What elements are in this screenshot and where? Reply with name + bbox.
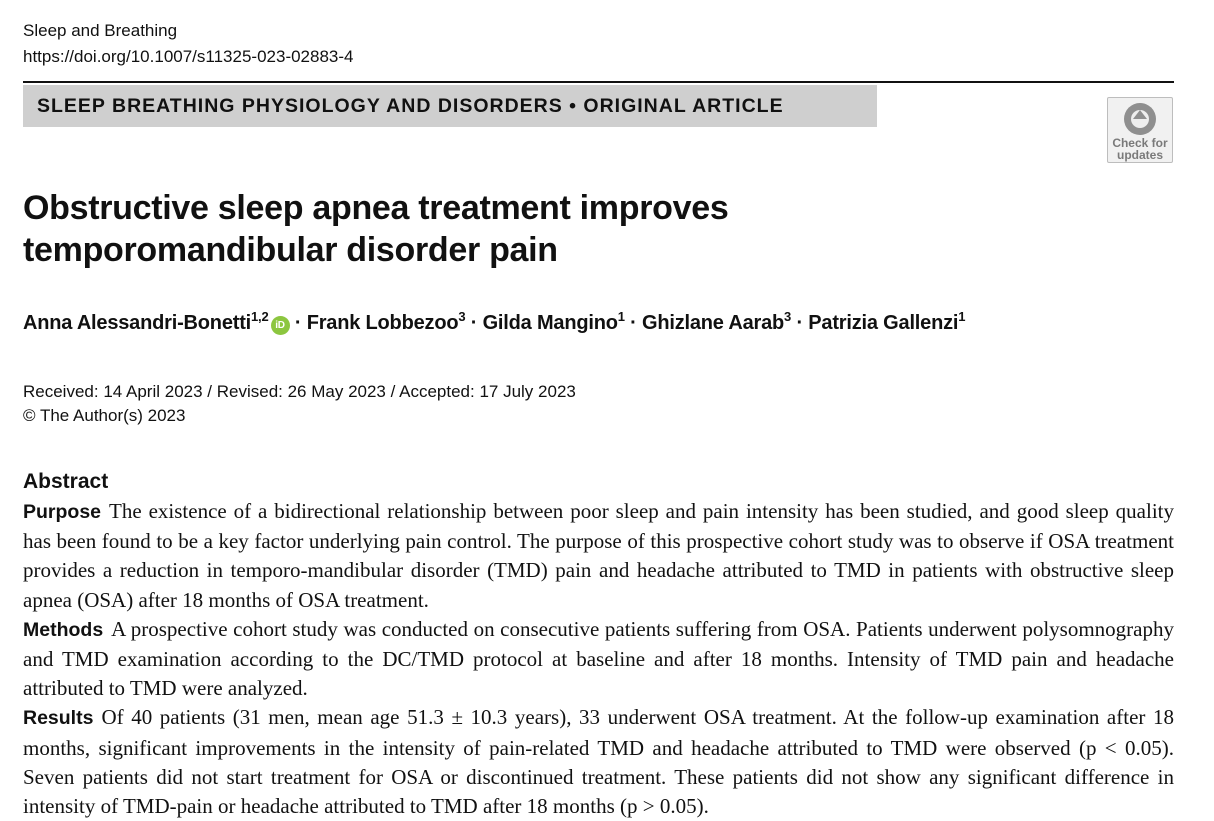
doi-link[interactable]: https://doi.org/10.1007/s11325-023-02883-4 <box>23 47 354 66</box>
methods-text: A prospective cohort study was conducted on consecutive patients suffering from OSA. Patients underwent polysomnography and TMD examination according to the DC/TMD protocol at baseline and after 18 months. Intensity of TMD pain and headache attributed to TMD were analyzed. <box>23 616 1174 701</box>
author-separator: · <box>630 312 637 334</box>
article-history <box>23 380 576 428</box>
author-separator: · <box>796 312 803 334</box>
abstract-heading: Abstract <box>23 470 109 493</box>
author-name[interactable]: Anna Alessandri-Bonetti <box>23 312 252 334</box>
orcid-icon[interactable]: iD <box>271 316 290 335</box>
author-separator: · <box>294 312 302 334</box>
author-separator: · <box>470 312 478 334</box>
journal-name: Sleep and Breathing <box>23 21 178 40</box>
abstract-results <box>23 703 1174 821</box>
abstract-body <box>23 497 1174 821</box>
author-list <box>23 309 965 337</box>
journal-header <box>23 18 354 70</box>
author-name[interactable]: Patrizia Gallenzi <box>808 312 959 334</box>
author-affiliation: 1,2 <box>251 309 269 324</box>
check-for-updates-icon <box>1122 101 1158 137</box>
check-for-updates-badge[interactable] <box>1107 97 1173 163</box>
author-name[interactable]: Ghizlane Aarab <box>641 312 785 334</box>
purpose-label: Purpose <box>23 501 102 523</box>
article-dates: Received: 14 April 2023 / Revised: 26 May 2023 / Accepted: 17 July 2023 <box>23 382 576 401</box>
header-rule <box>23 81 1174 83</box>
author-affiliation: 3 <box>458 309 466 324</box>
author-affiliation: 1 <box>617 309 625 324</box>
article-title: Obstructive sleep apnea treatment improves temporomandibular disorder pain <box>23 189 729 269</box>
purpose-text: The existence of a bidirectional relationship between poor sleep and pain intensity has been studied, and good sleep quality has been found to be a key factor underlying pain control. The purpose of this prospective cohort study was to observe if OSA treatment provides a reduction in temporo-mandibular disorder (TMD) pain and headache attributed to TMD in patients with obstructive sleep apnea (OSA) after 18 months of OSA treatment. <box>23 499 1174 612</box>
author-name[interactable]: Frank Lobbezoo <box>306 312 459 334</box>
copyright-notice: © The Author(s) 2023 <box>23 406 186 425</box>
results-text: Of 40 patients (31 men, mean age 51.3 ± 10.3 years), 33 underwent OSA treatment. At the follow-up examination after 18 months, significant improvements in the intensity of pain-related TMD and headache attributed to TMD were observed (p < 0.05). Seven patients did not start treatment for OSA or discontinued treatment. These patients did not show any significant difference in intensity of TMD-pain or headache attributed to TMD after 18 months (p > 0.05). <box>23 705 1174 819</box>
abstract-methods <box>23 615 1174 704</box>
check-for-updates-line2: updates <box>1116 148 1163 162</box>
section-banner: SLEEP BREATHING PHYSIOLOGY AND DISORDERS • ORIGINAL ARTICLE <box>23 85 877 127</box>
author-affiliation: 3 <box>784 309 792 324</box>
results-label: Results <box>23 707 94 730</box>
author-name[interactable]: Gilda Mangino <box>482 312 618 334</box>
methods-label: Methods <box>23 618 104 641</box>
author-affiliation: 1 <box>958 309 966 324</box>
check-for-updates-line1: Check for <box>1112 136 1168 150</box>
abstract-purpose <box>23 497 1174 615</box>
